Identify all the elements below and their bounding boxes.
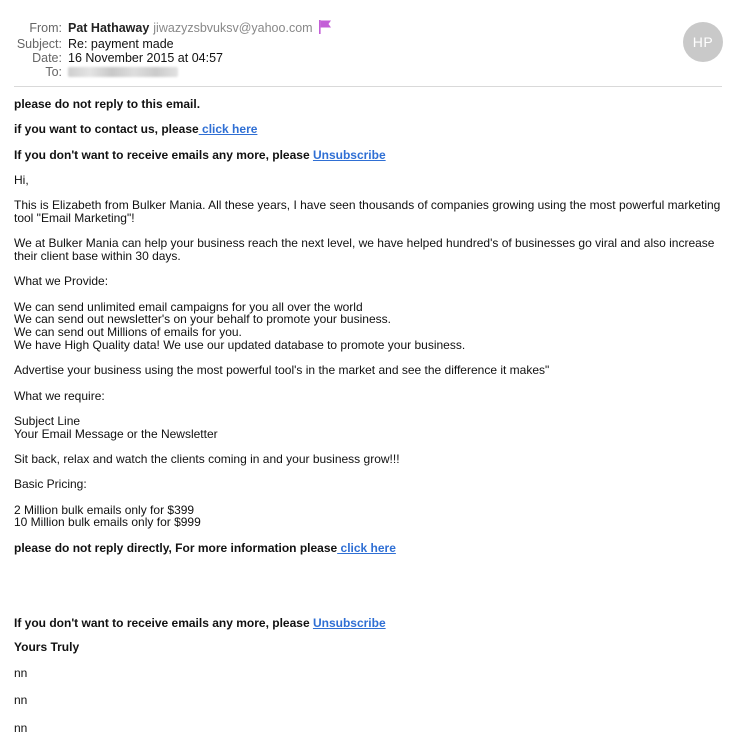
contact-line	[14, 123, 729, 136]
unsubscribe-link-top[interactable]: Unsubscribe	[312, 147, 386, 162]
message-body	[14, 98, 729, 735]
redacted-recipient	[68, 67, 178, 77]
to-label: To:	[45, 65, 62, 79]
to-value	[68, 64, 178, 81]
list-item: Subject Line	[14, 413, 81, 428]
unsubscribe-link-bottom[interactable]: Unsubscribe	[312, 615, 386, 630]
more-info-click-here-link[interactable]: click here	[337, 540, 396, 555]
no-reply-notice: please do not reply to this email.	[14, 97, 201, 111]
signature-line: nn	[14, 693, 28, 708]
list-item: Your Email Message or the Newsletter	[14, 426, 218, 441]
list-item: 10 Million bulk emails only for $999	[14, 515, 201, 530]
yours-truly: Yours Truly	[14, 640, 80, 655]
more-info-text: please do not reply directly, For more information please	[14, 540, 338, 555]
require-heading: What we require:	[14, 388, 105, 403]
list-item: 2 Million bulk emails only for $399	[14, 502, 195, 517]
pricing-heading: Basic Pricing:	[14, 477, 87, 492]
date-label: Date:	[32, 51, 62, 65]
header-divider	[14, 86, 722, 87]
from-label: From:	[29, 21, 62, 35]
unsubscribe-line-bottom	[14, 617, 729, 630]
more-info-line	[14, 542, 729, 555]
require-list	[14, 415, 729, 441]
provide-heading: What we Provide:	[14, 274, 109, 289]
unsubscribe-text: If you don't want to receive emails any more, please	[14, 147, 313, 162]
sender-email[interactable]: jiwazyzsbvuksv@yahoo.com	[153, 21, 313, 35]
subject-label: Subject:	[16, 37, 62, 51]
list-item: We can send unlimited email campaigns for you all over the world	[14, 299, 363, 314]
pricing-list	[14, 504, 729, 530]
subject-value: Re: payment made	[68, 37, 174, 51]
contact-text: if you want to contact us, please	[14, 122, 199, 137]
provide-list	[14, 301, 729, 352]
list-item: We can send out newsletter's on your behalf to promote your business.	[14, 312, 391, 327]
unsubscribe-line-top	[14, 149, 729, 162]
message-header	[0, 0, 750, 88]
sit-back-paragraph: Sit back, relax and watch the clients coming in and your business grow!!!	[14, 452, 400, 467]
signature-line: nn	[14, 721, 28, 736]
unsubscribe-text: If you don't want to receive emails any more, please	[14, 615, 313, 630]
flag-icon[interactable]	[318, 20, 332, 38]
list-item: We can send out Millions of emails for you.	[14, 325, 242, 340]
list-item: We have High Quality data! We use our updated database to promote your business.	[14, 338, 466, 353]
advertise-paragraph: Advertise your business using the most powerful tool's in the market and see the difference it makes"	[14, 363, 550, 378]
greeting: Hi,	[14, 172, 29, 187]
contact-click-here-link[interactable]: click here	[198, 122, 258, 137]
signature-line: nn	[14, 665, 28, 680]
sender-name[interactable]: Pat Hathaway	[68, 21, 150, 35]
date-value: 16 November 2015 at 04:57	[68, 51, 223, 65]
avatar[interactable]: HP	[683, 22, 723, 62]
intro-paragraph: This is Elizabeth from Bulker Mania. All these years, I have seen thousands of companies growing using the most powerful marketing tool "Email Marketing"!	[14, 198, 721, 225]
help-paragraph: We at Bulker Mania can help your business reach the next level, we have helped hundred's of businesses go viral and also increase their client base within 30 days.	[14, 236, 715, 264]
